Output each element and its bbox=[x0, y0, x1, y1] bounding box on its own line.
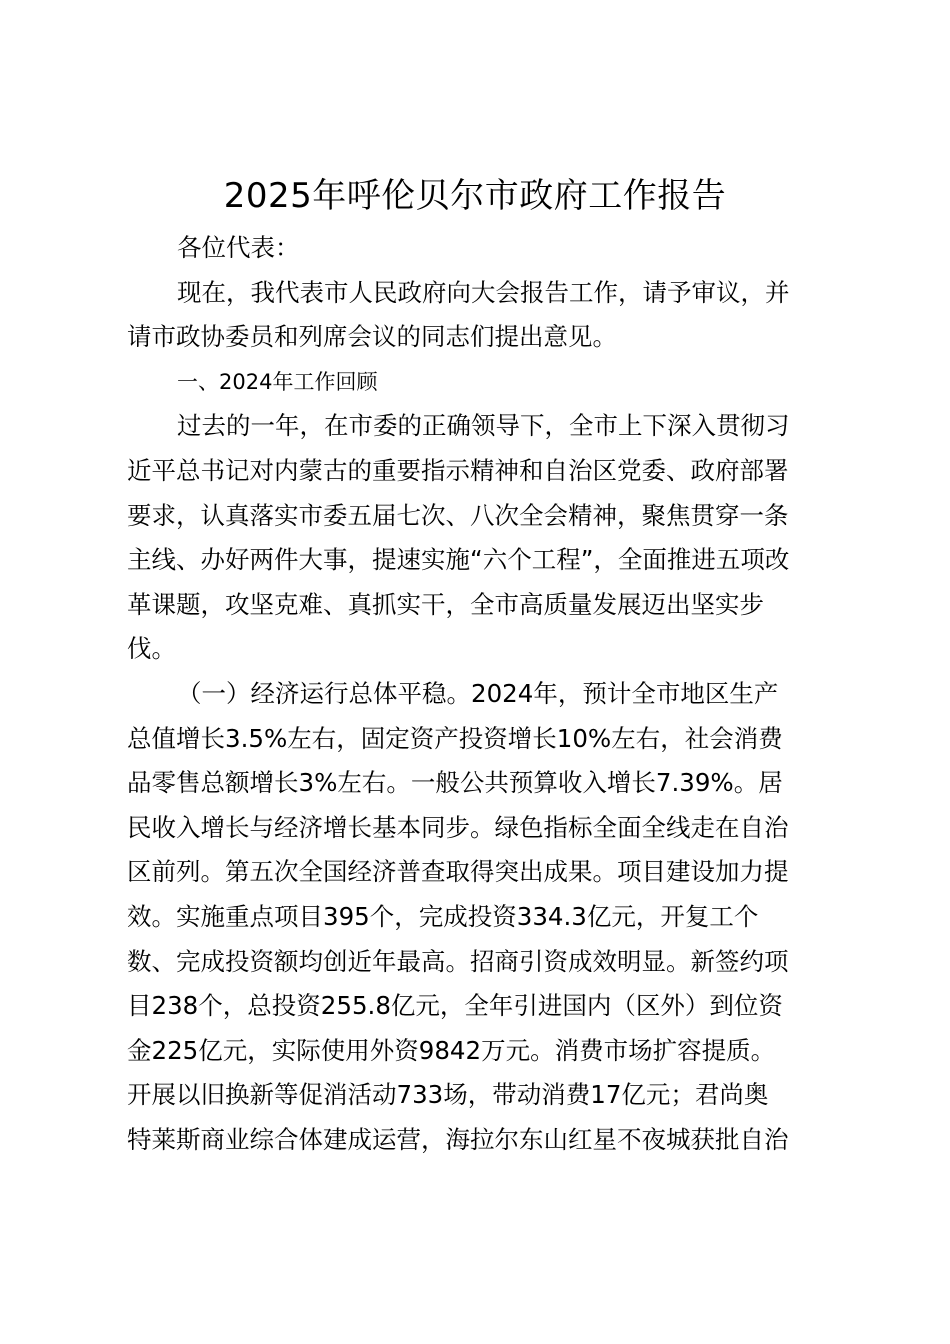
salutation: 各位代表： bbox=[177, 233, 300, 262]
document-body bbox=[127, 226, 832, 1162]
salutation-paragraph bbox=[127, 226, 832, 271]
economy-line: 金225亿元，实际使用外资9842万元。消费市场扩容提质。 bbox=[127, 1035, 776, 1065]
overview-line: 要求，认真落实市委五届七次、八次全会精神，聚焦贯穿一条 bbox=[127, 500, 789, 530]
document-title: 2025年呼伦贝尔市政府工作报告 bbox=[223, 176, 727, 216]
economy-line: 特莱斯商业综合体建成运营，海拉尔东山红星不夜城获批自治 bbox=[127, 1124, 789, 1154]
intro-paragraph bbox=[127, 271, 832, 360]
section-heading: 一、2024年工作回顾 bbox=[177, 369, 378, 394]
economy-line: 品零售总额增长3%左右。一般公共预算收入增长7.39%。居 bbox=[127, 768, 783, 798]
overview-line: 伐。 bbox=[127, 634, 176, 664]
economy-line: 区前列。第五次全国经济普查取得突出成果。项目建设加力提 bbox=[127, 857, 789, 887]
section-heading-paragraph bbox=[127, 360, 832, 405]
economy-line: 开展以旧换新等促消活动733场，带动消费17亿元；君尚奥 bbox=[127, 1080, 769, 1110]
economy-line: 数、完成投资额均创近年最高。招商引资成效明显。新签约项 bbox=[127, 946, 789, 976]
overview-paragraph bbox=[127, 404, 832, 672]
overview-line: 革课题，攻坚克难、真抓实干，全市高质量发展迈出坚实步 bbox=[127, 589, 764, 619]
economy-line: 总值增长3.5%左右，固定资产投资增长10%左右，社会消费 bbox=[127, 723, 783, 753]
economy-paragraph bbox=[127, 672, 832, 1163]
overview-line: 过去的一年，在市委的正确领导下，全市上下深入贯彻习 bbox=[177, 411, 790, 441]
intro-line: 现在，我代表市人民政府向大会报告工作，请予审议，并 bbox=[177, 277, 790, 307]
overview-line: 主线、办好两件大事，提速实施“六个工程”，全面推进五项改 bbox=[127, 545, 790, 575]
overview-line: 近平总书记对内蒙古的重要指示精神和自治区党委、政府部署 bbox=[127, 455, 789, 485]
intro-line: 请市政协委员和列席会议的同志们提出意见。 bbox=[127, 322, 617, 352]
economy-line: （一）经济运行总体平稳。2024年，预计全市地区生产 bbox=[177, 678, 779, 708]
economy-line: 效。实施重点项目395个，完成投资334.3亿元，开复工个 bbox=[127, 901, 759, 931]
economy-line: 目238个，总投资255.8亿元，全年引进国内（区外）到位资 bbox=[127, 991, 783, 1021]
economy-line: 民收入增长与经济增长基本同步。绿色指标全面全线走在自治 bbox=[127, 812, 789, 842]
